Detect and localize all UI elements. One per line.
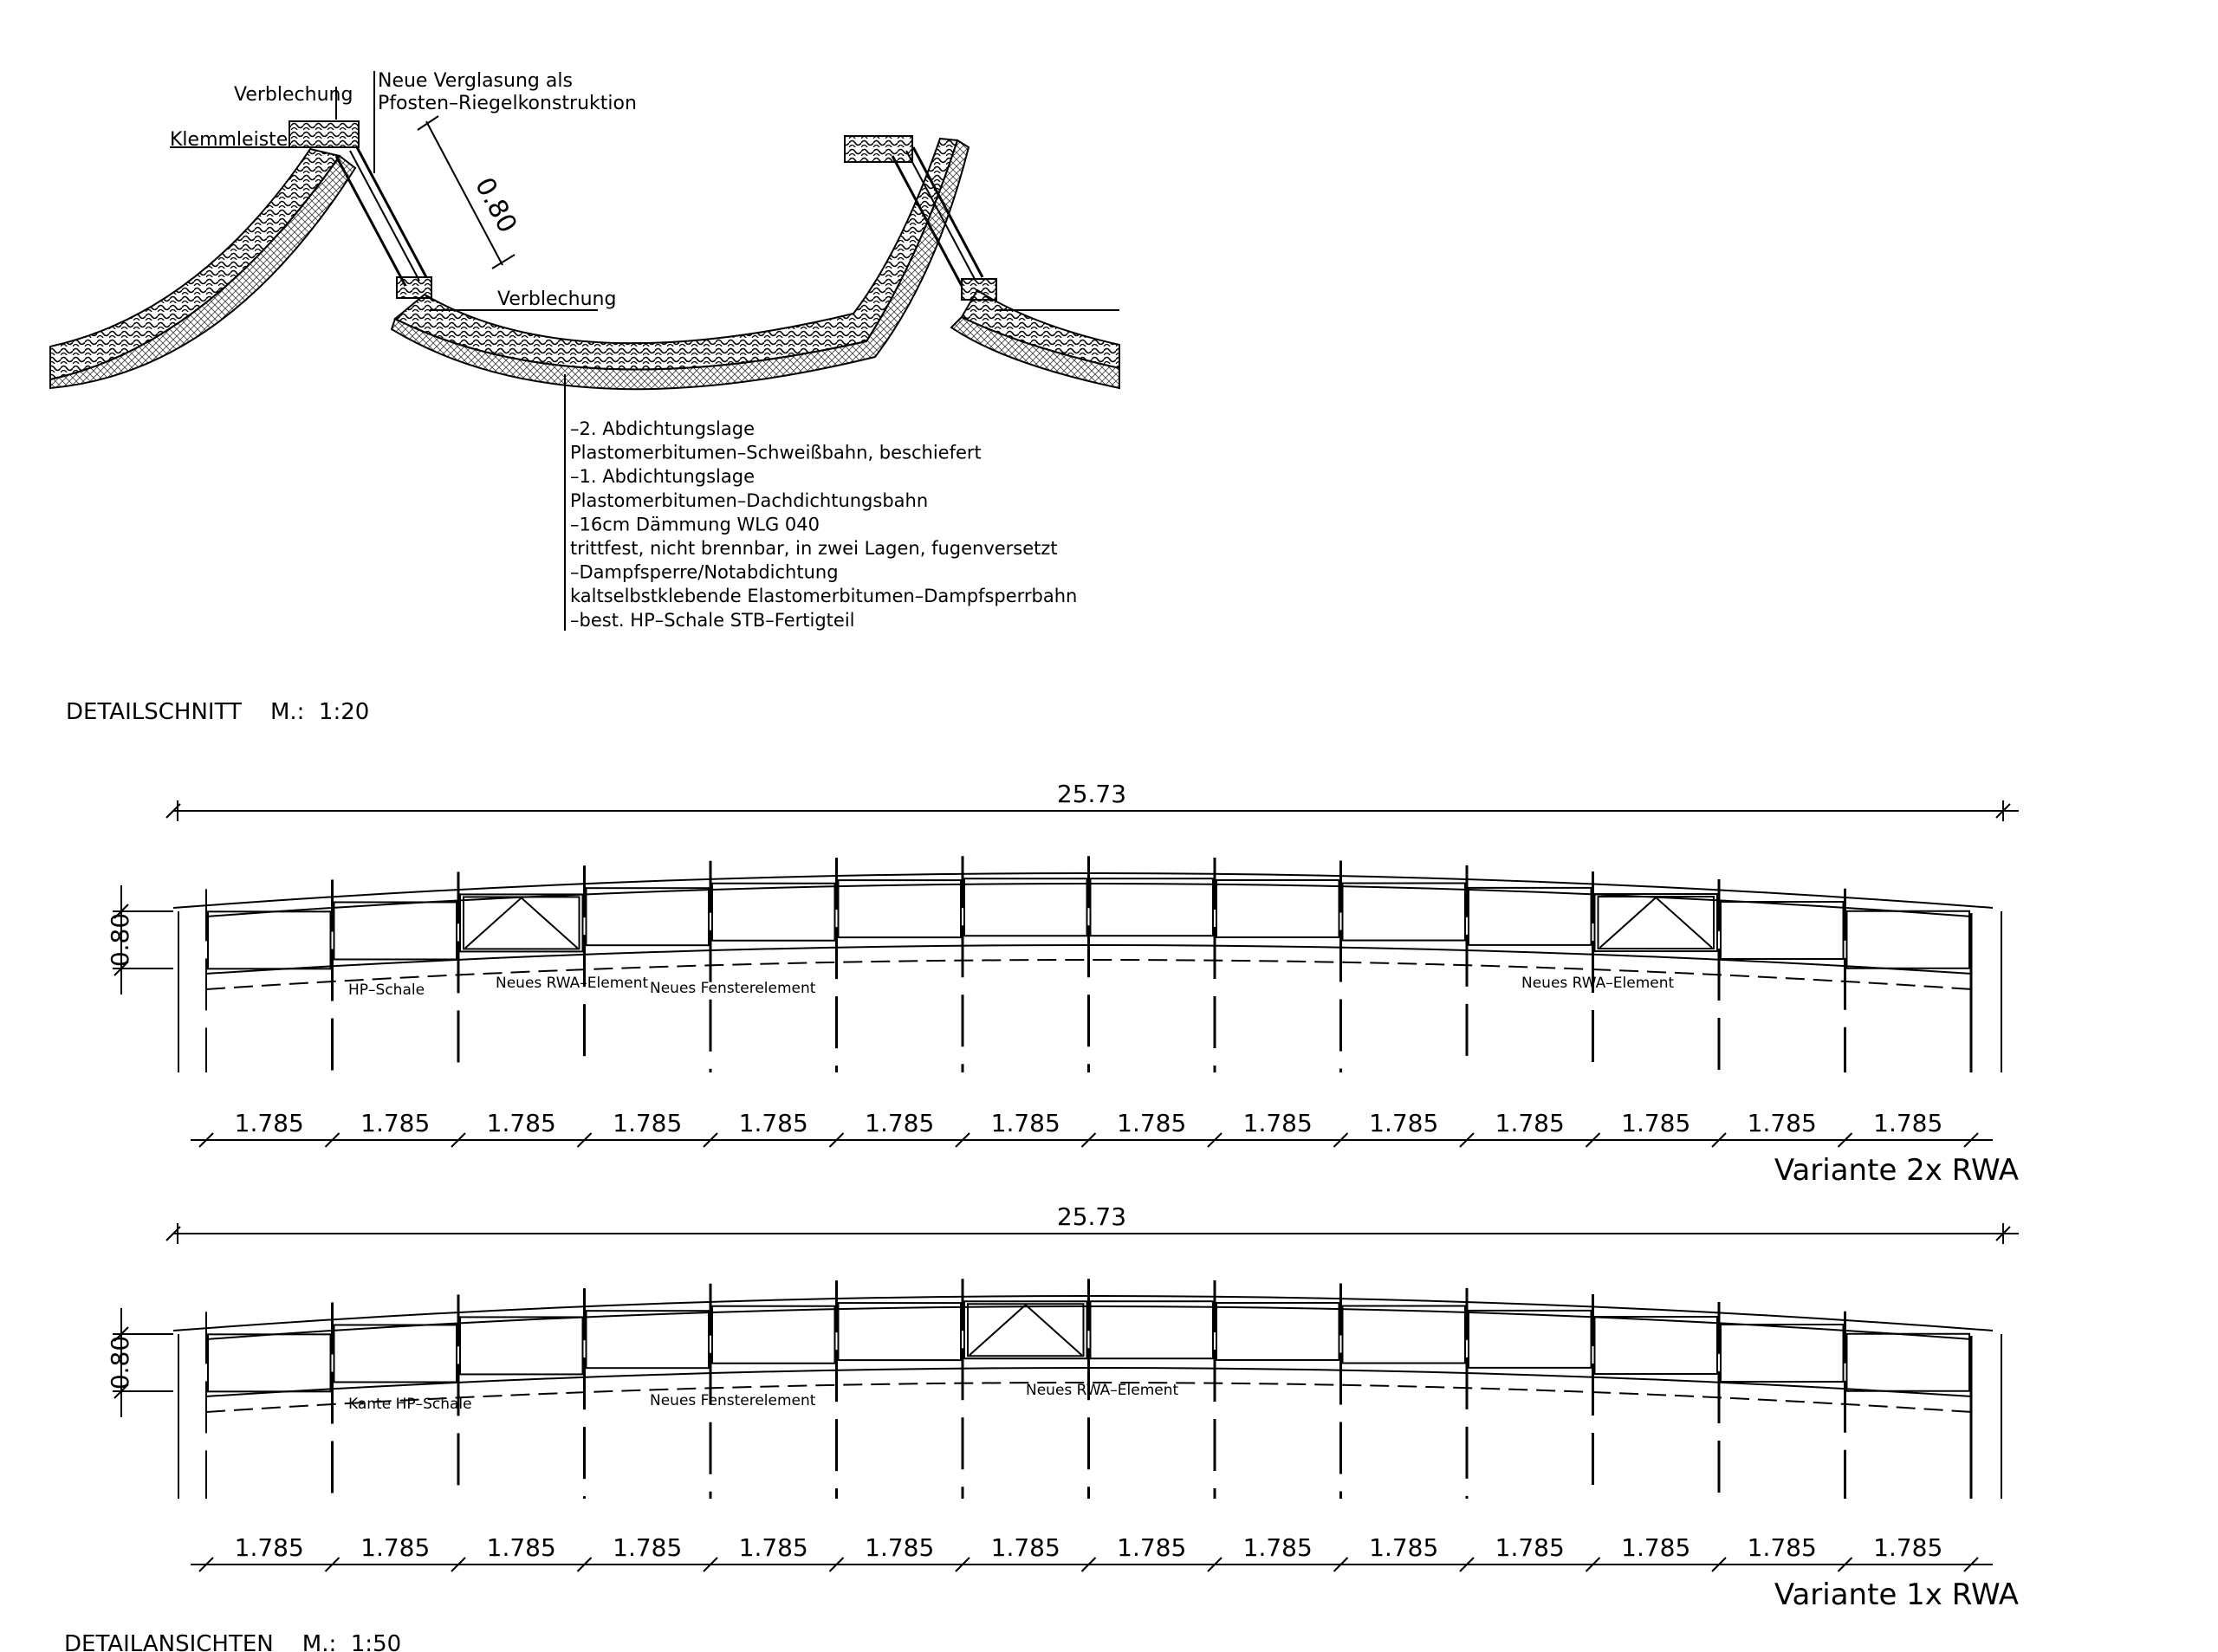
bay-dim-label: 1.785 xyxy=(990,1109,1060,1137)
window-element xyxy=(839,880,962,937)
label-verglasung-2: Pfosten–Riegelkonstruktion xyxy=(378,93,637,114)
window-element xyxy=(1595,894,1718,951)
window-element xyxy=(1469,888,1592,945)
bay-dim-label: 1.785 xyxy=(1117,1533,1187,1562)
bay-dim-label: 1.785 xyxy=(738,1533,808,1562)
annotation-rwa_right: Neues RWA–Element xyxy=(1521,975,1675,992)
label-klemmleiste: Klemmleiste xyxy=(170,129,289,151)
window-element xyxy=(1721,1325,1844,1382)
bay-dim-label: 1.785 xyxy=(1242,1109,1313,1137)
elevation-2x xyxy=(106,780,2019,1188)
window-element xyxy=(460,894,583,951)
layer-line: trittfest, nicht brennbar, in zwei Lagen, fugenversetzt xyxy=(570,538,1058,559)
window-element xyxy=(1595,1317,1718,1374)
window-element xyxy=(1469,1311,1592,1368)
bay-dim-label: 1.785 xyxy=(1873,1533,1943,1562)
window-element xyxy=(1091,878,1214,936)
bay-dim-label: 1.785 xyxy=(1873,1109,1943,1137)
annotation-rwa_left: Neues RWA–Element xyxy=(496,975,649,992)
window-element xyxy=(587,888,710,945)
bay-dim-label: 1.785 xyxy=(1369,1533,1439,1562)
bottom-cap-right xyxy=(962,279,996,300)
bay-dim-label: 1.785 xyxy=(360,1533,431,1562)
window-element xyxy=(712,1306,835,1364)
window-element xyxy=(334,902,457,959)
total-dim-label: 25.73 xyxy=(1056,1202,1127,1231)
bay-dim-label: 1.785 xyxy=(1747,1109,1817,1137)
bay-dim-label: 1.785 xyxy=(234,1533,304,1562)
layer-list xyxy=(570,418,1077,631)
layer-line: –Dampfsperre/Notabdichtung xyxy=(570,561,839,583)
bay-dim-label: 1.785 xyxy=(486,1109,556,1137)
elevation-1x xyxy=(106,1202,2019,1612)
rwa-element xyxy=(970,1305,1082,1355)
shell-left-insulation xyxy=(50,149,340,379)
variant-label: Variante 1x RWA xyxy=(1774,1577,2019,1612)
layer-line: –16cm Dämmung WLG 040 xyxy=(570,514,820,535)
top-cap-right xyxy=(845,136,912,162)
label-verblechung-top: Verblechung xyxy=(234,84,353,106)
window-element xyxy=(1847,1334,1970,1391)
total-dim-label: 25.73 xyxy=(1056,780,1127,808)
bay-dim-label: 1.785 xyxy=(865,1109,935,1137)
bay-dim-label: 1.785 xyxy=(1621,1533,1691,1562)
dim-height-section: 0.80 xyxy=(468,172,523,238)
window-element xyxy=(460,1317,583,1374)
bay-dim-label: 1.785 xyxy=(1242,1533,1313,1562)
window-element xyxy=(587,1311,710,1368)
layer-line: Plastomerbitumen–Dachdichtungsbahn xyxy=(570,489,929,511)
height-dim-label: 0.80 xyxy=(106,1335,134,1390)
window-element xyxy=(1091,1301,1214,1358)
detail-section xyxy=(50,70,1119,725)
layer-line: kaltselbstklebende Elastomerbitumen–Dampfsperrbahn xyxy=(570,586,1078,607)
annotation-fenster: Neues Fensterelement xyxy=(650,1392,816,1409)
bay-dim-label: 1.785 xyxy=(1369,1109,1439,1137)
rwa-element xyxy=(465,897,578,948)
rwa-frame xyxy=(464,897,580,949)
bay-dim-label: 1.785 xyxy=(1621,1109,1691,1137)
bay-dim-label: 1.785 xyxy=(1747,1533,1817,1562)
bay-dim-label: 1.785 xyxy=(613,1109,683,1137)
bay-dim-label: 1.785 xyxy=(1495,1109,1565,1137)
layer-line: –2. Abdichtungslage xyxy=(570,418,756,439)
top-cap-left xyxy=(289,121,359,147)
layer-line: Plastomerbitumen–Schweißbahn, beschiefert xyxy=(570,442,982,463)
bay-dim-label: 1.785 xyxy=(613,1533,683,1562)
window-element xyxy=(839,1303,962,1360)
annotation-hp: HP–Schale xyxy=(348,981,425,999)
bay-dim-label: 1.785 xyxy=(1495,1533,1565,1562)
window-element xyxy=(1343,884,1466,941)
bay-dim-label: 1.785 xyxy=(865,1533,935,1562)
window-element xyxy=(1847,911,1970,969)
window-element xyxy=(964,1301,1087,1358)
bay-dim-label: 1.785 xyxy=(360,1109,431,1137)
footer-title: DETAILANSICHTEN M.: 1:50 xyxy=(64,1631,402,1652)
window-element xyxy=(1343,1306,1466,1364)
bay-dim-label: 1.785 xyxy=(486,1533,556,1562)
bay-dim-label: 1.785 xyxy=(738,1109,808,1137)
window-element xyxy=(1216,1303,1339,1360)
label-verblechung-mid: Verblechung xyxy=(497,288,617,310)
bay-dim-label: 1.785 xyxy=(990,1533,1060,1562)
layer-line: –1. Abdichtungslage xyxy=(570,466,756,488)
bay-dim-label: 1.785 xyxy=(1117,1109,1187,1137)
label-verglasung-1: Neue Verglasung als xyxy=(378,70,573,92)
layer-line: –best. HP–Schale STB–Fertigteil xyxy=(570,609,855,631)
rwa-frame xyxy=(1599,897,1715,949)
bottom-cap-left xyxy=(397,277,431,298)
window-element xyxy=(964,878,1087,936)
variant-label: Variante 2x RWA xyxy=(1774,1153,2019,1188)
window-element xyxy=(208,1334,331,1391)
bay-dim-label: 1.785 xyxy=(234,1109,304,1137)
rwa-frame xyxy=(968,1304,1084,1356)
annotation-rwa_mid: Neues RWA–Element xyxy=(1026,1382,1179,1399)
window-element xyxy=(1721,902,1844,959)
section-title: DETAILSCHNITT M.: 1:20 xyxy=(66,699,370,725)
annotation-fenster: Neues Fensterelement xyxy=(650,980,816,997)
annotation-hp: Kante HP–Schale xyxy=(348,1396,472,1413)
window-element xyxy=(208,911,331,969)
window-element xyxy=(334,1325,457,1382)
window-element xyxy=(712,884,835,941)
height-dim-label: 0.80 xyxy=(106,912,134,968)
window-element xyxy=(1216,880,1339,937)
rwa-element xyxy=(1600,897,1713,948)
